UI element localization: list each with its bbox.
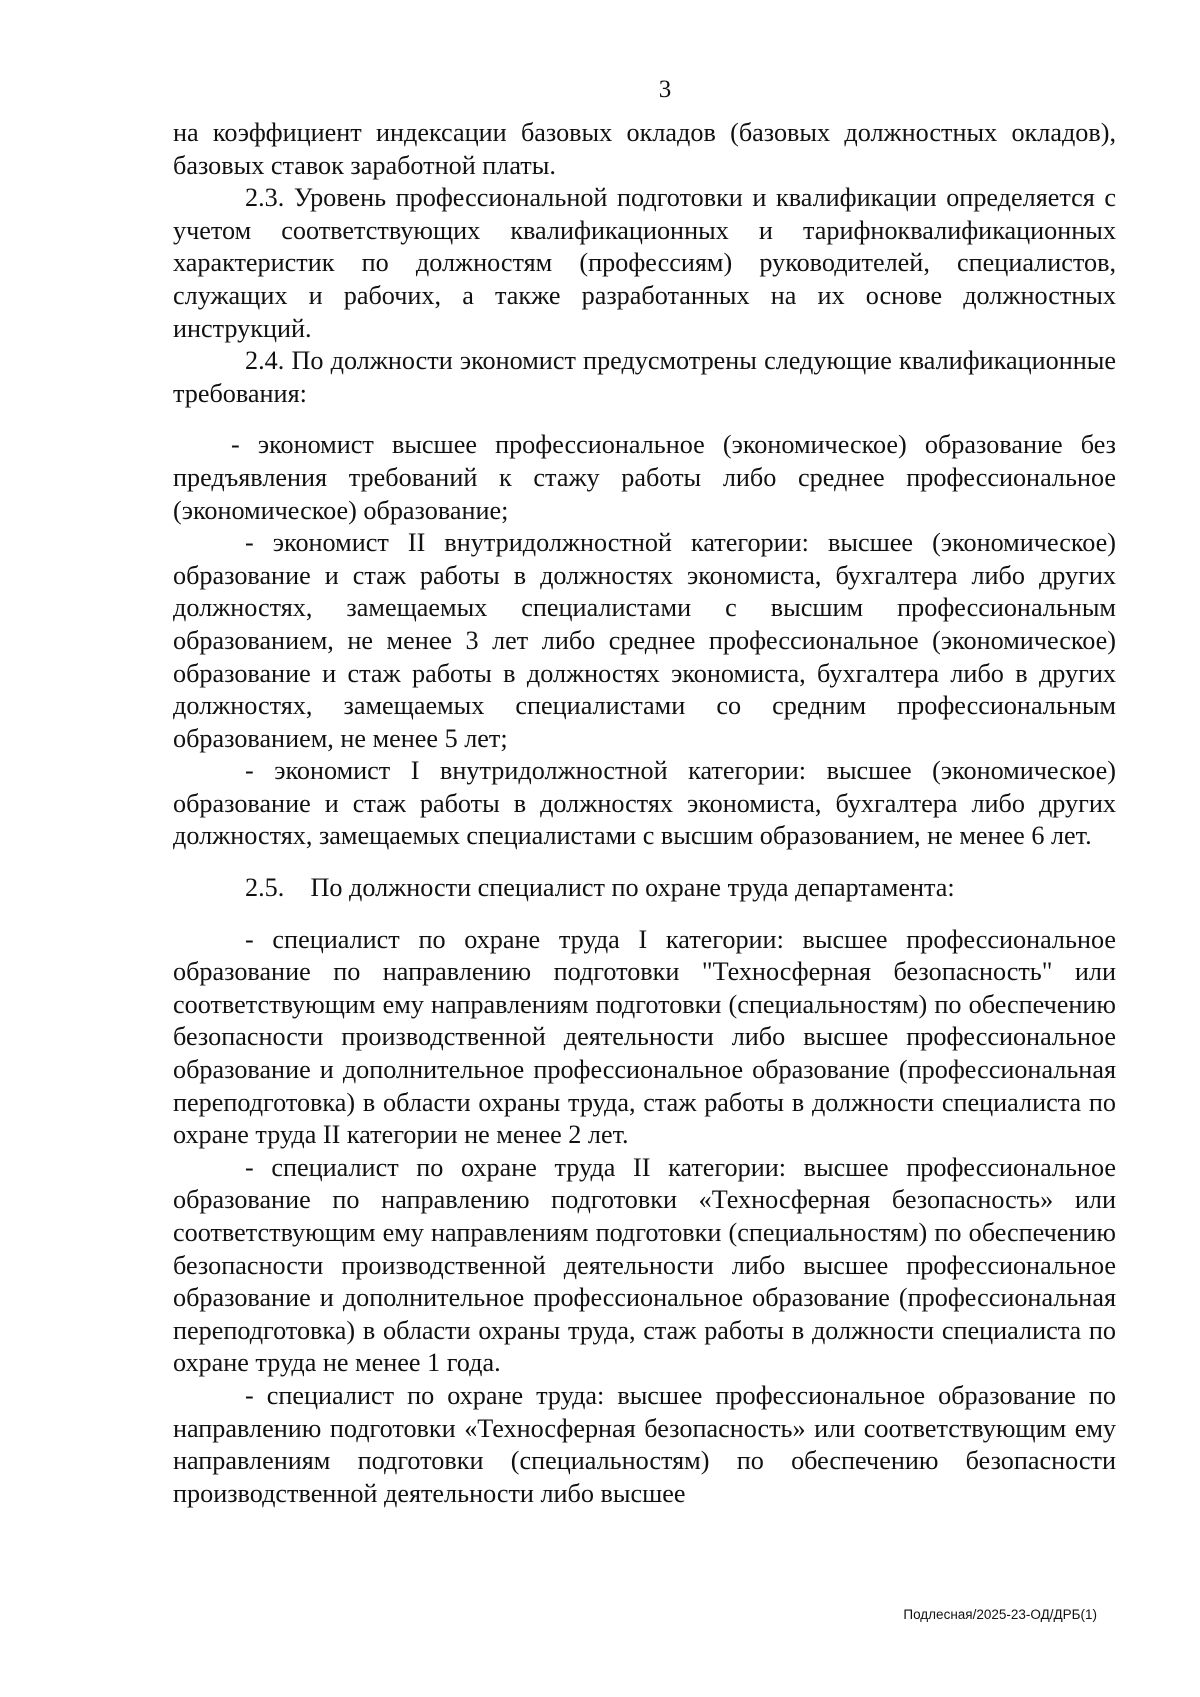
list-item-safety-specialist: - специалист по охране труда: высшее профессиональное образование по направлению подготовки «Техносферная безопасность» или соответствующим ему направлениям подготовки (специальностям) по обеспечению безопасности производственной деятельности либо высшее	[173, 1380, 1116, 1508]
page-number: 3	[658, 76, 672, 103]
list-item-economist: - экономист высшее профессиональное (экономическое) образование без предъявления требований к стажу работы либо среднее профессиональное (экономическое) образование;	[173, 430, 1116, 525]
list-item-safety-specialist-category-1: - специалист по охране труда I категории: высшее профессиональное образование по направлению подготовки "Техносферная безопасность" или соответствующим ему направлениям подготовки (специальностям) по обеспечению безопасности производственной деятельности либо высшее профессиональное образование и дополнительное профессиональное образование (профессиональная переподготовка) в области охраны труда, стаж работы в должности специалиста по охране труда II категории не менее 2 лет.	[173, 924, 1116, 1150]
paragraph-continuation: на коэффициент индексации базовых окладов (базовых должностных окладов), базовых ставок заработной платы.	[173, 118, 1116, 180]
paragraph-2-4: 2.4. По должности экономист предусмотрены следующие квалификационные требования:	[173, 346, 1116, 408]
document-body	[173, 117, 1116, 1510]
list-item-economist-category-2: - экономист II внутридолжностной категории: высшее (экономическое) образование и стаж работы в должностях экономиста, бухгалтера либо других должностях, замещаемых специалистами с высшим профессиональным образованием, не менее 3 лет либо среднее профессиональное (экономическое) образование и стаж работы в должностях экономиста, бухгалтера либо в других должностях, замещаемых специалистами со средним профессиональным образованием, не менее 5 лет;	[173, 528, 1116, 753]
list-item-safety-specialist-category-2: - специалист по охране труда II категории: высшее профессиональное образование по направлению подготовки «Техносферная безопасность» или соответствующим ему направлениям подготовки (специальностям) по обеспечению безопасности производственной деятельности либо высшее профессиональное образование и дополнительное профессиональное образование (профессиональная переподготовка) в области охраны труда, стаж работы в должности специалиста по охране труда не менее 1 года.	[173, 1152, 1116, 1378]
paragraph-2-5: 2.5. По должности специалист по охране труда департамента:	[245, 873, 955, 903]
paragraph-2-3: 2.3. Уровень профессиональной подготовки и квалификации определяется с учетом соответствующих квалификационных и тарифноквалификационных характеристик по должностям (профессиям) руководителей, специалистов, служащих и рабочих, а также разработанных на их основе должностных инструкций.	[173, 183, 1116, 343]
list-item-economist-category-1: - экономист I внутридолжностной категории: высшее (экономическое) образование и стаж работы в должностях экономиста, бухгалтера либо других должностях, замещаемых специалистами с высшим образованием, не менее 6 лет.	[173, 756, 1116, 851]
document-reference-code: Подлесная/2025-23-ОД/ДРБ(1)	[903, 1607, 1097, 1622]
